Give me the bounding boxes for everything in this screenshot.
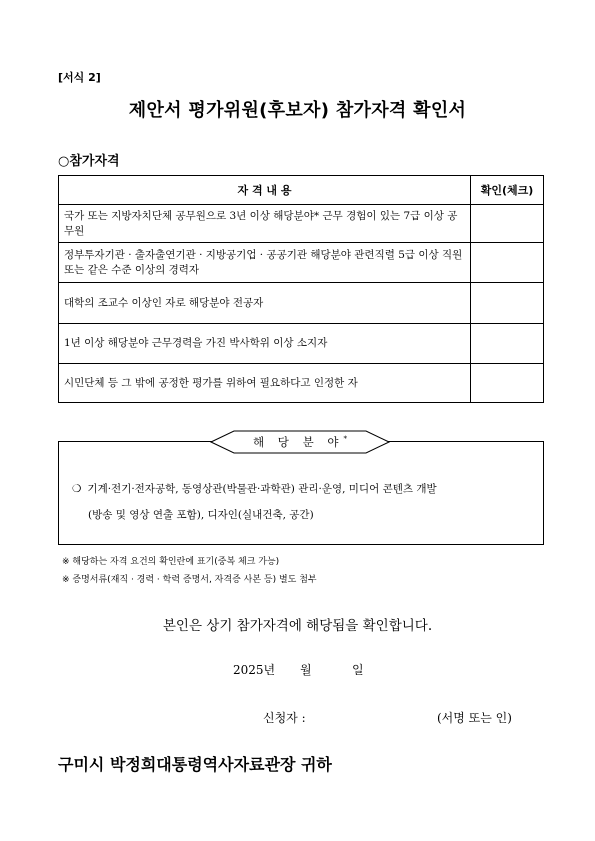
recipient-line: 구미시 박정희대통령역사자료관장 귀하 <box>58 755 332 774</box>
check-cell[interactable] <box>471 243 544 283</box>
section-heading: ○참가자격 <box>58 154 120 169</box>
field-label <box>210 434 390 450</box>
field-description <box>72 476 542 528</box>
table-row <box>59 283 544 324</box>
check-cell[interactable] <box>471 364 544 403</box>
table-row <box>59 364 544 403</box>
field-label-mark: * <box>343 435 347 444</box>
qualification-text: 정부투자기관 · 출자출연기관 · 지방공기업 · 공공기관 해당분야 관련직렬 5급 이상 직원 또는 같은 수준 이상의 경력자 <box>59 243 471 283</box>
note-attachment: ※ 증명서류(재직 · 경력 · 학력 증명서, 자격증 사본 등) 별도 첨부 <box>62 575 317 585</box>
table-row <box>59 324 544 364</box>
table-row <box>59 243 544 283</box>
field-line-2: (방송 및 영상 연출 포함), 디자인(실내건축, 공간) <box>88 509 314 521</box>
table-header-row <box>59 176 544 205</box>
qualification-text: 대학의 조교수 이상인 자로 해당분야 전공자 <box>59 283 471 324</box>
field-line-1 <box>72 476 542 502</box>
bullet-circle-icon: ❍ <box>72 483 82 495</box>
field-line-1-text: 기계·전기·전자공학, 동영상관(박물관·과학관) 관리·운영, 미디어 콘텐츠 개발 <box>87 483 437 495</box>
check-cell[interactable] <box>471 205 544 243</box>
field-label-tab <box>210 430 390 454</box>
note-check-instruction: ※ 해당하는 자격 요건의 확인란에 표기(중복 체크 가능) <box>62 557 280 567</box>
qualification-text: 국가 또는 지방자치단체 공무원으로 3년 이상 해당분야* 근무 경험이 있는 7급 이상 공무원 <box>59 205 471 243</box>
qualification-text: 1년 이상 해당분야 근무경력을 가진 박사학위 이상 소지자 <box>59 324 471 364</box>
date-month: 월 <box>300 663 312 677</box>
document-title: 제안서 평가위원(후보자) 참가자격 확인서 <box>128 100 467 121</box>
qualification-table <box>58 175 544 403</box>
check-cell[interactable] <box>471 283 544 324</box>
field-label-text: 해 당 분 야 <box>253 435 344 449</box>
table-row <box>59 205 544 243</box>
confirmation-statement: 본인은 상기 참가자격에 해당됨을 확인합니다. <box>162 618 433 634</box>
signature-field[interactable]: (서명 또는 인) <box>437 711 512 725</box>
form-number-label: [서식 2] <box>58 71 101 84</box>
check-cell[interactable] <box>471 324 544 364</box>
header-qualification-content: 자 격 내 용 <box>59 176 471 205</box>
header-check: 확인(체크) <box>471 176 544 205</box>
qualification-text: 시민단체 등 그 밖에 공정한 평가를 위하여 필요하다고 인정한 자 <box>59 364 471 403</box>
date-year: 2025년 <box>233 663 276 677</box>
applicant-label: 신청자 : <box>263 711 306 725</box>
date-day: 일 <box>352 663 364 677</box>
